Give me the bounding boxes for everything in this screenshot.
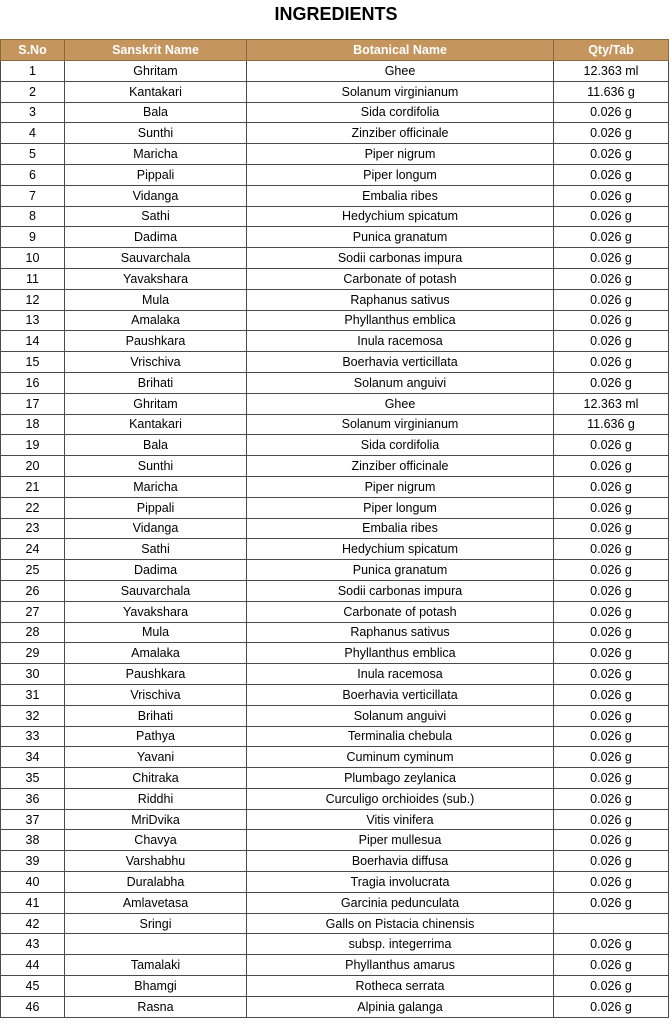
table-row xyxy=(1,268,669,289)
cell-botanical-name: Hedychium spicatum xyxy=(247,206,554,227)
table-row xyxy=(1,560,669,581)
cell-qty: 0.026 g xyxy=(554,560,669,581)
table-row xyxy=(1,768,669,789)
cell-sno: 31 xyxy=(1,684,65,705)
cell-sanskrit-name: Maricha xyxy=(65,144,247,165)
cell-sno: 4 xyxy=(1,123,65,144)
cell-sanskrit-name: Ghritam xyxy=(65,61,247,82)
cell-sno: 32 xyxy=(1,705,65,726)
ingredients-table xyxy=(0,39,669,1018)
cell-qty: 0.026 g xyxy=(554,518,669,539)
cell-sanskrit-name: Amalaka xyxy=(65,310,247,331)
column-header-sanskrit-name: Sanskrit Name xyxy=(65,40,247,61)
table-row xyxy=(1,851,669,872)
cell-qty: 0.026 g xyxy=(554,934,669,955)
cell-sanskrit-name: Amlavetasa xyxy=(65,892,247,913)
cell-sanskrit-name: Yavakshara xyxy=(65,601,247,622)
table-row xyxy=(1,227,669,248)
cell-sno: 8 xyxy=(1,206,65,227)
table-row xyxy=(1,726,669,747)
cell-sanskrit-name: Paushkara xyxy=(65,331,247,352)
table-row xyxy=(1,955,669,976)
cell-botanical-name: Ghee xyxy=(247,393,554,414)
cell-sanskrit-name: Kantakari xyxy=(65,81,247,102)
cell-qty: 0.026 g xyxy=(554,747,669,768)
cell-qty: 0.026 g xyxy=(554,705,669,726)
cell-sno: 18 xyxy=(1,414,65,435)
cell-sno: 35 xyxy=(1,768,65,789)
cell-sanskrit-name: Dadima xyxy=(65,227,247,248)
cell-sno: 46 xyxy=(1,996,65,1017)
cell-qty: 0.026 g xyxy=(554,248,669,269)
table-row xyxy=(1,892,669,913)
column-header-qty: Qty/Tab xyxy=(554,40,669,61)
table-row xyxy=(1,539,669,560)
cell-qty: 0.026 g xyxy=(554,664,669,685)
cell-qty: 0.026 g xyxy=(554,331,669,352)
cell-sanskrit-name: Sringi xyxy=(65,913,247,934)
cell-sanskrit-name: Duralabha xyxy=(65,872,247,893)
table-row xyxy=(1,123,669,144)
cell-botanical-name: Raphanus sativus xyxy=(247,289,554,310)
cell-qty xyxy=(554,913,669,934)
cell-qty: 0.026 g xyxy=(554,144,669,165)
cell-sno: 29 xyxy=(1,643,65,664)
cell-qty: 0.026 g xyxy=(554,289,669,310)
cell-botanical-name: Phyllanthus emblica xyxy=(247,310,554,331)
cell-qty: 0.026 g xyxy=(554,726,669,747)
cell-qty: 0.026 g xyxy=(554,768,669,789)
cell-qty: 0.026 g xyxy=(554,352,669,373)
cell-sno: 42 xyxy=(1,913,65,934)
cell-qty: 12.363 ml xyxy=(554,393,669,414)
cell-botanical-name: Piper nigrum xyxy=(247,476,554,497)
cell-sno: 20 xyxy=(1,456,65,477)
cell-botanical-name: Punica granatum xyxy=(247,560,554,581)
table-row xyxy=(1,102,669,123)
cell-sanskrit-name: Mula xyxy=(65,289,247,310)
cell-sno: 15 xyxy=(1,352,65,373)
table-row xyxy=(1,580,669,601)
cell-sanskrit-name: Sauvarchala xyxy=(65,248,247,269)
cell-sno: 10 xyxy=(1,248,65,269)
cell-botanical-name: subsp. integerrima xyxy=(247,934,554,955)
cell-qty: 0.026 g xyxy=(554,476,669,497)
table-row xyxy=(1,601,669,622)
cell-sno: 21 xyxy=(1,476,65,497)
table-row xyxy=(1,456,669,477)
cell-sanskrit-name: Dadima xyxy=(65,560,247,581)
cell-sno: 27 xyxy=(1,601,65,622)
cell-sno: 25 xyxy=(1,560,65,581)
cell-sno: 16 xyxy=(1,372,65,393)
cell-sno: 1 xyxy=(1,61,65,82)
cell-qty: 0.026 g xyxy=(554,185,669,206)
cell-sno: 45 xyxy=(1,976,65,997)
cell-sanskrit-name: MriDvika xyxy=(65,809,247,830)
cell-sanskrit-name: Brihati xyxy=(65,705,247,726)
cell-sanskrit-name: Sathi xyxy=(65,206,247,227)
column-header-sno: S.No xyxy=(1,40,65,61)
cell-botanical-name: Carbonate of potash xyxy=(247,601,554,622)
table-row xyxy=(1,248,669,269)
cell-qty: 0.026 g xyxy=(554,580,669,601)
cell-sanskrit-name: Rasna xyxy=(65,996,247,1017)
cell-sno: 40 xyxy=(1,872,65,893)
cell-sno: 19 xyxy=(1,435,65,456)
cell-botanical-name: Ghee xyxy=(247,61,554,82)
cell-sanskrit-name: Sathi xyxy=(65,539,247,560)
cell-sanskrit-name: Amalaka xyxy=(65,643,247,664)
table-row xyxy=(1,705,669,726)
cell-qty: 0.026 g xyxy=(554,164,669,185)
table-row xyxy=(1,809,669,830)
table-header-row xyxy=(1,40,669,61)
cell-botanical-name: Galls on Pistacia chinensis xyxy=(247,913,554,934)
cell-botanical-name: Carbonate of potash xyxy=(247,268,554,289)
cell-botanical-name: Boerhavia verticillata xyxy=(247,352,554,373)
cell-sno: 43 xyxy=(1,934,65,955)
cell-sanskrit-name: Mula xyxy=(65,622,247,643)
table-row xyxy=(1,497,669,518)
cell-sanskrit-name: Ghritam xyxy=(65,393,247,414)
cell-sno: 41 xyxy=(1,892,65,913)
cell-sanskrit-name: Vrischiva xyxy=(65,684,247,705)
cell-qty: 0.026 g xyxy=(554,123,669,144)
cell-qty: 0.026 g xyxy=(554,206,669,227)
table-row xyxy=(1,747,669,768)
cell-sno: 44 xyxy=(1,955,65,976)
cell-qty: 0.026 g xyxy=(554,435,669,456)
cell-sanskrit-name: Yavani xyxy=(65,747,247,768)
cell-sno: 5 xyxy=(1,144,65,165)
cell-botanical-name: Alpinia galanga xyxy=(247,996,554,1017)
table-row xyxy=(1,622,669,643)
cell-botanical-name: Solanum virginianum xyxy=(247,81,554,102)
table-row xyxy=(1,684,669,705)
cell-sanskrit-name: Paushkara xyxy=(65,664,247,685)
cell-sanskrit-name: Vidanga xyxy=(65,185,247,206)
cell-qty: 0.026 g xyxy=(554,643,669,664)
cell-sanskrit-name: Brihati xyxy=(65,372,247,393)
cell-botanical-name: Sodii carbonas impura xyxy=(247,248,554,269)
cell-qty: 0.026 g xyxy=(554,497,669,518)
cell-sanskrit-name: Sauvarchala xyxy=(65,580,247,601)
table-row xyxy=(1,976,669,997)
cell-botanical-name: Punica granatum xyxy=(247,227,554,248)
cell-qty: 0.026 g xyxy=(554,622,669,643)
cell-botanical-name: Sida cordifolia xyxy=(247,435,554,456)
cell-botanical-name: Solanum anguivi xyxy=(247,372,554,393)
cell-botanical-name: Piper mullesua xyxy=(247,830,554,851)
cell-qty: 0.026 g xyxy=(554,102,669,123)
table-row xyxy=(1,476,669,497)
cell-sanskrit-name: Pippali xyxy=(65,164,247,185)
cell-sanskrit-name: Vidanga xyxy=(65,518,247,539)
cell-sanskrit-name: Tamalaki xyxy=(65,955,247,976)
table-row xyxy=(1,872,669,893)
page-title: INGREDIENTS xyxy=(274,4,398,24)
table-row xyxy=(1,206,669,227)
cell-botanical-name: Cuminum cyminum xyxy=(247,747,554,768)
cell-sno: 14 xyxy=(1,331,65,352)
cell-qty: 0.026 g xyxy=(554,851,669,872)
cell-botanical-name: Tragia involucrata xyxy=(247,872,554,893)
cell-sno: 38 xyxy=(1,830,65,851)
cell-sno: 28 xyxy=(1,622,65,643)
cell-sno: 13 xyxy=(1,310,65,331)
table-row xyxy=(1,81,669,102)
cell-qty: 0.026 g xyxy=(554,996,669,1017)
cell-botanical-name: Garcinia pedunculata xyxy=(247,892,554,913)
cell-sno: 3 xyxy=(1,102,65,123)
cell-sanskrit-name: Bala xyxy=(65,435,247,456)
cell-qty: 0.026 g xyxy=(554,872,669,893)
cell-botanical-name: Raphanus sativus xyxy=(247,622,554,643)
table-row xyxy=(1,61,669,82)
cell-sno: 36 xyxy=(1,788,65,809)
cell-botanical-name: Zinziber officinale xyxy=(247,456,554,477)
cell-sanskrit-name: Pathya xyxy=(65,726,247,747)
table-row xyxy=(1,913,669,934)
cell-qty: 0.026 g xyxy=(554,601,669,622)
cell-botanical-name: Phyllanthus emblica xyxy=(247,643,554,664)
cell-sanskrit-name: Sunthi xyxy=(65,456,247,477)
table-row xyxy=(1,289,669,310)
cell-sanskrit-name: Kantakari xyxy=(65,414,247,435)
cell-sno: 34 xyxy=(1,747,65,768)
cell-qty: 0.026 g xyxy=(554,539,669,560)
cell-botanical-name: Rotheca serrata xyxy=(247,976,554,997)
cell-sanskrit-name: Sunthi xyxy=(65,123,247,144)
cell-botanical-name: Boerhavia verticillata xyxy=(247,684,554,705)
table-row xyxy=(1,830,669,851)
cell-botanical-name: Curculigo orchioides (sub.) xyxy=(247,788,554,809)
table-row xyxy=(1,664,669,685)
cell-sanskrit-name: Bala xyxy=(65,102,247,123)
cell-qty: 0.026 g xyxy=(554,830,669,851)
cell-botanical-name: Phyllanthus amarus xyxy=(247,955,554,976)
cell-qty: 0.026 g xyxy=(554,976,669,997)
table-row xyxy=(1,934,669,955)
cell-botanical-name: Inula racemosa xyxy=(247,664,554,685)
cell-qty: 11.636 g xyxy=(554,81,669,102)
cell-sno: 37 xyxy=(1,809,65,830)
table-row xyxy=(1,372,669,393)
table-row xyxy=(1,144,669,165)
cell-botanical-name: Piper longum xyxy=(247,497,554,518)
cell-qty: 0.026 g xyxy=(554,892,669,913)
cell-sno: 9 xyxy=(1,227,65,248)
cell-sanskrit-name xyxy=(65,934,247,955)
table-row xyxy=(1,310,669,331)
table-body xyxy=(1,61,669,1018)
cell-qty: 0.026 g xyxy=(554,268,669,289)
cell-sno: 2 xyxy=(1,81,65,102)
table-row xyxy=(1,996,669,1017)
cell-botanical-name: Sida cordifolia xyxy=(247,102,554,123)
cell-sno: 22 xyxy=(1,497,65,518)
cell-qty: 11.636 g xyxy=(554,414,669,435)
cell-botanical-name: Sodii carbonas impura xyxy=(247,580,554,601)
cell-qty: 0.026 g xyxy=(554,456,669,477)
cell-qty: 0.026 g xyxy=(554,809,669,830)
cell-qty: 0.026 g xyxy=(554,372,669,393)
cell-sno: 6 xyxy=(1,164,65,185)
table-row xyxy=(1,185,669,206)
cell-sanskrit-name: Varshabhu xyxy=(65,851,247,872)
cell-sno: 24 xyxy=(1,539,65,560)
cell-qty: 0.026 g xyxy=(554,788,669,809)
cell-sno: 39 xyxy=(1,851,65,872)
table-row xyxy=(1,352,669,373)
cell-botanical-name: Zinziber officinale xyxy=(247,123,554,144)
table-row xyxy=(1,393,669,414)
column-header-botanical-name: Botanical Name xyxy=(247,40,554,61)
cell-botanical-name: Inula racemosa xyxy=(247,331,554,352)
table-row xyxy=(1,164,669,185)
cell-sanskrit-name: Chavya xyxy=(65,830,247,851)
cell-botanical-name: Solanum anguivi xyxy=(247,705,554,726)
cell-sno: 33 xyxy=(1,726,65,747)
cell-qty: 0.026 g xyxy=(554,310,669,331)
cell-sanskrit-name: Maricha xyxy=(65,476,247,497)
cell-sanskrit-name: Pippali xyxy=(65,497,247,518)
cell-sanskrit-name: Chitraka xyxy=(65,768,247,789)
cell-qty: 12.363 ml xyxy=(554,61,669,82)
cell-sno: 7 xyxy=(1,185,65,206)
table-row xyxy=(1,331,669,352)
cell-botanical-name: Embalia ribes xyxy=(247,518,554,539)
cell-sanskrit-name: Vrischiva xyxy=(65,352,247,373)
cell-botanical-name: Embalia ribes xyxy=(247,185,554,206)
cell-sanskrit-name: Riddhi xyxy=(65,788,247,809)
table-row xyxy=(1,788,669,809)
cell-botanical-name: Boerhavia diffusa xyxy=(247,851,554,872)
cell-botanical-name: Solanum virginianum xyxy=(247,414,554,435)
cell-botanical-name: Vitis vinifera xyxy=(247,809,554,830)
table-row xyxy=(1,414,669,435)
cell-botanical-name: Piper nigrum xyxy=(247,144,554,165)
cell-qty: 0.026 g xyxy=(554,955,669,976)
table-row xyxy=(1,643,669,664)
cell-botanical-name: Terminalia chebula xyxy=(247,726,554,747)
cell-sno: 30 xyxy=(1,664,65,685)
cell-botanical-name: Hedychium spicatum xyxy=(247,539,554,560)
cell-botanical-name: Plumbago zeylanica xyxy=(247,768,554,789)
cell-sanskrit-name: Yavakshara xyxy=(65,268,247,289)
cell-sanskrit-name: Bhamgi xyxy=(65,976,247,997)
cell-sno: 23 xyxy=(1,518,65,539)
cell-qty: 0.026 g xyxy=(554,684,669,705)
table-row xyxy=(1,518,669,539)
table-row xyxy=(1,435,669,456)
cell-botanical-name: Piper longum xyxy=(247,164,554,185)
cell-qty: 0.026 g xyxy=(554,227,669,248)
cell-sno: 17 xyxy=(1,393,65,414)
cell-sno: 11 xyxy=(1,268,65,289)
cell-sno: 12 xyxy=(1,289,65,310)
cell-sno: 26 xyxy=(1,580,65,601)
